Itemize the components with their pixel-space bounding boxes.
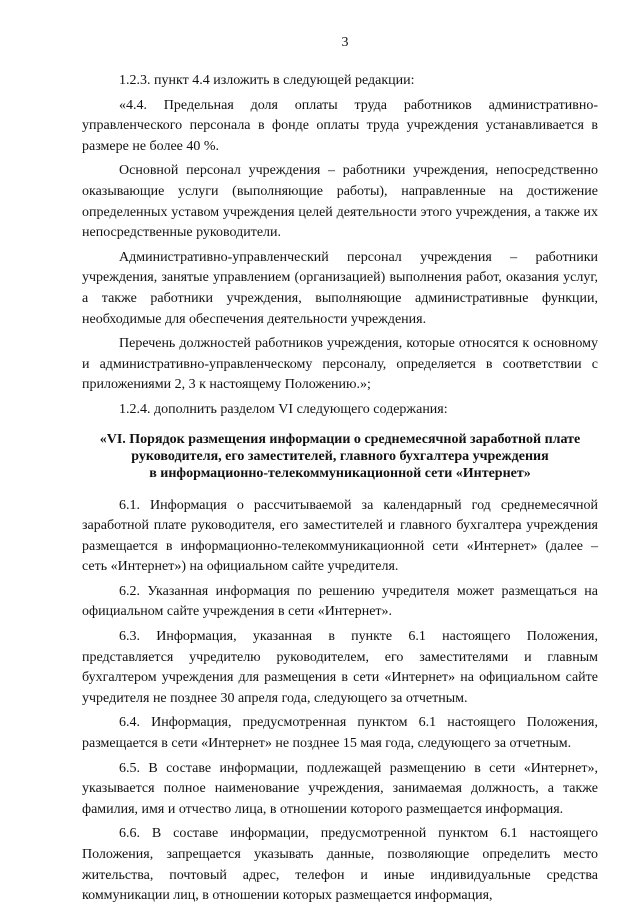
section-heading <box>82 431 598 482</box>
heading-line: в информационно-телекоммуникационной сети «Интернет» <box>149 465 531 481</box>
paragraph: «4.4. Предельная доля оплаты труда работников административно-управленческого персонала в фонде оплаты труда учреждения устанавливается в размере не более 40 %. <box>82 97 598 154</box>
paragraph: 1.2.4. дополнить разделом VI следующего содержания: <box>119 401 448 417</box>
paragraph: Административно-управленческий персонал учреждения – работники учреждения, занятые управлением (организацией) выполнения работ, оказания услуг, а также работники учреждения, выполняющие административные функции, необходимые для обеспечения деятельности учреждения. <box>82 249 598 327</box>
heading-line: руководителя, его заместителей, главного бухгалтера учреждения <box>131 448 549 464</box>
page-number: 3 <box>341 35 349 50</box>
paragraph: 6.2. Указанная информация по решению учредителя может размещаться на официальном сайте учреждения в сети «Интернет». <box>82 583 598 620</box>
section-top <box>82 71 598 421</box>
paragraph: 6.3. Информация, указанная в пункте 6.1 настоящего Положения, представляется учредителю руководителем, его заместителями и главным бухгалтером учреждения для размещения в сети «Интернет» на официальном сайте учредителя не позднее 30 апреля года, следующего за отчетным. <box>82 629 598 706</box>
section-bottom <box>82 496 598 907</box>
paragraph: Основной персонал учреждения – работники учреждения, непосредственно оказывающие услуги (выполняющие работы), направленные на достижение определенных уставом учреждения целей деятельности этого учреждения, а также их непосредственные руководители. <box>82 163 598 241</box>
document-page <box>82 34 598 911</box>
paragraph: 1.2.3. пункт 4.4 изложить в следующей редакции: <box>119 73 415 88</box>
paragraph: Перечень должностей работников учреждения, которые относятся к основному и административно-управленческому персоналу, определяется в соответствии с приложениями 2, 3 к настоящему Положению.»; <box>82 336 598 393</box>
heading-line: «VI. Порядок размещения информации о среднемесячной заработной плате <box>99 431 581 447</box>
paragraph: 6.5. В составе информации, подлежащей размещению в сети «Интернет», указывается полное наименование учреждения, занимаемая должность, а также фамилия, имя и отчество лица, в отношении которого размещается информация. <box>82 760 598 817</box>
paragraph: 6.4. Информация, предусмотренная пунктом 6.1 настоящего Положения, размещается в сети «Интернет» не позднее 15 мая года, следующего за отчетным. <box>82 715 598 752</box>
paragraph: 6.1. Информация о рассчитываемой за календарный год среднемесячной заработной плате руководителя, его заместителей и главного бухгалтера учреждения размещается в информационно-телекоммуникационной сети «Интернет» (далее – сеть «Интернет») на официальном сайте учредителя. <box>82 497 598 575</box>
paragraph: 6.6. В составе информации, предусмотренной пунктом 6.1 настоящего Положения, запрещается указывать данные, позволяющие определить место жительства, почтовый адрес, телефон и иные индивидуальные средства коммуникации лиц, в отношении которых размещается информация, <box>82 826 598 904</box>
